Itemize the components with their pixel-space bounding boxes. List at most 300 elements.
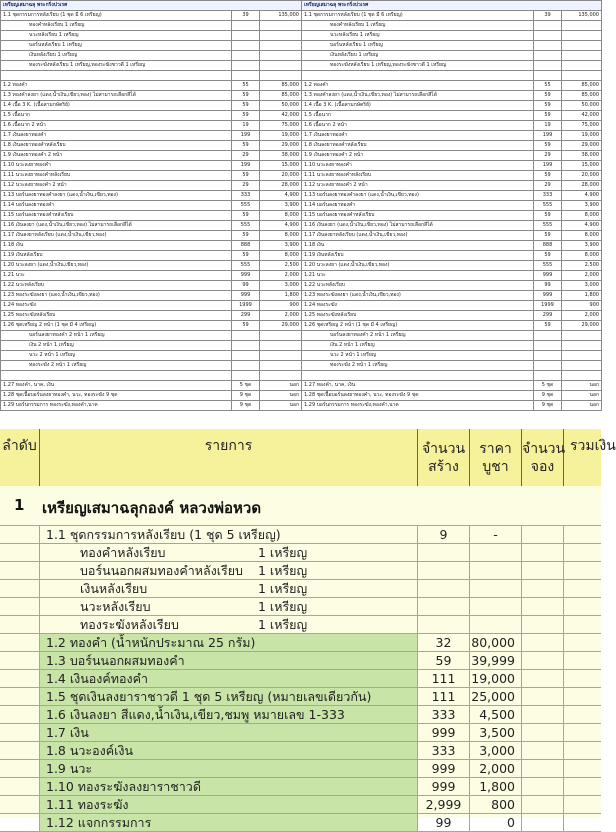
row-price: 4,900	[260, 221, 302, 231]
row-price: 900	[562, 301, 602, 311]
row-qty	[418, 598, 470, 616]
row-reserve-input[interactable]	[522, 652, 564, 670]
row-label	[40, 616, 418, 634]
table-row	[302, 281, 602, 291]
row-label: 1.21 นวะ	[302, 271, 534, 281]
list-item	[0, 670, 601, 688]
table-row	[1, 321, 302, 331]
table-row	[1, 351, 302, 361]
row-label: 1.23 ทองระฆังลงยา (แดง,น้ำเงิน,เขียว,ทอง)	[1, 291, 232, 301]
table-row	[1, 361, 302, 371]
row-price: นอก	[260, 401, 302, 411]
col-header-order: ลำดับ	[0, 429, 40, 486]
row-qty: 59	[232, 211, 260, 221]
row-label	[1, 71, 232, 81]
row-label: บอร์นหลังเรียบ 1 เหรียญ	[302, 41, 534, 51]
row-qty	[534, 351, 562, 361]
group-number: 1	[14, 496, 25, 514]
row-price: 75,000	[260, 121, 302, 131]
col-header-reserve	[522, 429, 564, 486]
row-qty: 555	[232, 221, 260, 231]
row-label: นวะ 2 หน้า 1 เหรียญ	[1, 351, 232, 361]
row-price: 3,000	[562, 281, 602, 291]
price-table-title: เหรียญเสมาฉลุ พระกริ่งปวเรศ	[1, 1, 302, 11]
row-total-cell	[564, 760, 601, 778]
row-price: 1,800	[260, 291, 302, 301]
col-header-created-line1: จำนวน	[421, 440, 466, 457]
row-label	[40, 706, 418, 724]
row-qty: 555	[232, 261, 260, 271]
row-qty: 888	[232, 241, 260, 251]
row-price	[562, 21, 602, 31]
row-qty	[232, 371, 260, 381]
row-label	[40, 670, 418, 688]
row-qty	[232, 61, 260, 71]
row-reserve-input[interactable]	[522, 724, 564, 742]
row-price: 28,000	[260, 181, 302, 191]
row-price: 20,000	[260, 171, 302, 181]
table-row	[302, 51, 602, 61]
table-row	[1, 331, 302, 341]
row-total-cell	[564, 652, 601, 670]
price-table-right	[301, 0, 602, 411]
table-row	[302, 361, 602, 371]
row-qty	[534, 41, 562, 51]
row-qty: 59	[534, 91, 562, 101]
row-reserve-input[interactable]	[522, 670, 564, 688]
row-qty: 29	[232, 181, 260, 191]
row-price: 0	[470, 814, 522, 832]
row-qty: 999	[534, 271, 562, 281]
row-order-cell	[0, 652, 40, 670]
row-label: 1.29 บอร์นกรรมการ ทองระฆัง,ทองคำ,นาค	[302, 401, 534, 411]
row-total-cell	[564, 598, 601, 616]
row-reserve-input[interactable]	[522, 706, 564, 724]
table-row	[1, 211, 302, 221]
row-price: นอก	[562, 401, 602, 411]
list-item	[0, 760, 601, 778]
row-label-text: 1.5 ชุดเงินลงยาราชาวดี 1 ชุด 5 เหรียญ (หมายเลขเดียวกัน)	[46, 689, 372, 704]
row-qty: 1999	[232, 301, 260, 311]
row-label: 1.18 เงิน	[302, 241, 534, 251]
row-qty: 59	[232, 171, 260, 181]
row-order-cell	[0, 634, 40, 652]
table-row	[302, 311, 602, 321]
row-qty: 59	[534, 231, 562, 241]
row-qty: 555	[534, 221, 562, 231]
row-label: 1.3 ทองคำลงยา (แดง,น้ำเงิน,เขียว,ทอง) ไม่สามารถเลือกสีได้	[302, 91, 534, 101]
row-qty: 59	[534, 111, 562, 121]
row-price	[470, 562, 522, 580]
table-row	[1, 51, 302, 61]
row-qty: 99	[534, 281, 562, 291]
row-label: 1.10 นวะลงยาทองคำ	[1, 161, 232, 171]
table-row	[1, 311, 302, 321]
row-label: นวะหลังเรียบ 1 เหรียญ	[302, 31, 534, 41]
row-price: 2,000	[260, 271, 302, 281]
row-qty: 99	[232, 281, 260, 291]
row-price	[562, 351, 602, 361]
row-price: 39,999	[470, 652, 522, 670]
row-reserve-input[interactable]	[522, 688, 564, 706]
row-qty: 1999	[534, 301, 562, 311]
row-label: 1.18 เงิน	[1, 241, 232, 251]
row-label: บอร์นหลังเรียบ 1 เหรียญ	[1, 41, 232, 51]
row-qty	[534, 51, 562, 61]
row-price	[260, 41, 302, 51]
group-title: เหรียญเสมาฉลุกองค์ หลวงพ่อหวด	[42, 499, 262, 517]
row-price: 2,000	[260, 311, 302, 321]
row-qty: 9 ชุด	[232, 401, 260, 411]
row-total-cell	[564, 688, 601, 706]
table-row	[1, 241, 302, 251]
list-item	[0, 634, 601, 652]
row-order-cell	[0, 688, 40, 706]
col-header-reserve-line1: จำนวน	[522, 440, 566, 457]
row-qty	[418, 580, 470, 598]
table-row	[302, 31, 602, 41]
table-row	[1, 271, 302, 281]
row-label: 1.14 บอร์นลงยาทองคำ	[302, 201, 534, 211]
row-reserve-input[interactable]	[522, 616, 564, 634]
table-row	[302, 211, 602, 221]
row-price: 85,000	[562, 81, 602, 91]
row-price: 3,900	[260, 241, 302, 251]
col-header-reserve-line2: จอง	[530, 458, 555, 475]
col-header-price-line1: ราคา	[479, 440, 512, 457]
row-label: 1.15 บอร์นลงยาทองคำหลังเรียบ	[302, 211, 534, 221]
row-price: นอก	[260, 391, 302, 401]
row-price: 80,000	[470, 634, 522, 652]
row-label-text: 1.4 เงินองค์ทองคำ	[46, 671, 148, 686]
row-reserve-input[interactable]	[522, 598, 564, 616]
row-label: 1.14 บอร์นลงยาทองคำ	[1, 201, 232, 211]
row-count-text: 1 เหรียญ	[258, 599, 308, 614]
table-row	[302, 151, 602, 161]
row-label	[40, 580, 418, 598]
row-reserve-input[interactable]	[522, 580, 564, 598]
row-reserve-input[interactable]	[522, 526, 564, 544]
row-qty: 999	[418, 778, 470, 796]
row-label: 1.28 ชุดเนื้อบอร์นลงยาทองคำ, นวะ, ทองระฆัง 9 ชุด	[302, 391, 534, 401]
table-row	[302, 61, 602, 71]
row-reserve-input[interactable]	[522, 742, 564, 760]
row-order-cell	[0, 616, 40, 634]
row-qty: 111	[418, 688, 470, 706]
table-row	[302, 371, 602, 381]
row-qty: 9 ชุด	[232, 391, 260, 401]
col-header-price	[470, 429, 522, 486]
row-qty: 29	[534, 181, 562, 191]
row-price	[260, 361, 302, 371]
row-price	[260, 31, 302, 41]
table-row	[1, 131, 302, 141]
row-label: 1.12 นวะลงยาทองคำ 2 หน้า	[1, 181, 232, 191]
row-price	[260, 71, 302, 81]
table-row	[302, 81, 602, 91]
row-price	[470, 598, 522, 616]
row-qty	[232, 41, 260, 51]
row-price: 1,800	[562, 291, 602, 301]
row-count-text: 1 เหรียญ	[258, 563, 308, 578]
row-total-cell	[564, 526, 601, 544]
row-label: 1.8 เงินลงยาทองคำหลังเรียบ	[302, 141, 534, 151]
row-label	[40, 562, 418, 580]
row-qty	[534, 361, 562, 371]
row-price: 19,000	[470, 670, 522, 688]
row-label	[302, 371, 534, 381]
row-qty	[534, 61, 562, 71]
row-label: 1.29 บอร์นกรรมการ ทองระฆัง,ทองคำ,นาค	[1, 401, 232, 411]
row-qty: 59	[232, 141, 260, 151]
row-price	[562, 51, 602, 61]
list-item	[0, 580, 601, 598]
table-row	[302, 381, 602, 391]
row-label-text: 1.12 แจกกรรมการ	[46, 815, 152, 830]
row-qty: 39	[534, 11, 562, 21]
price-table-left	[0, 0, 302, 411]
row-qty	[418, 616, 470, 634]
row-price	[562, 361, 602, 371]
row-price: 50,000	[562, 101, 602, 111]
table-row	[302, 401, 602, 411]
row-label: 1.22 นวะหลังเรียบ	[302, 281, 534, 291]
row-qty: 333	[418, 706, 470, 724]
table-row	[1, 81, 302, 91]
row-qty: 99	[418, 814, 470, 832]
row-price	[260, 371, 302, 381]
list-item	[0, 724, 601, 742]
table-row	[1, 171, 302, 181]
row-price: 4,900	[562, 221, 602, 231]
price-table-title: เหรียญเสมาฉลุ พระกริ่งปวเรศ	[302, 1, 602, 11]
row-price	[562, 341, 602, 351]
row-qty: 59	[534, 141, 562, 151]
row-qty	[232, 341, 260, 351]
row-price: 2,000	[562, 311, 602, 321]
table-row	[1, 161, 302, 171]
table-row	[1, 231, 302, 241]
table-row	[1, 201, 302, 211]
table-row	[1, 281, 302, 291]
row-qty: 299	[232, 311, 260, 321]
row-label: 1.25 ทองระฆังหลังเรียบ	[302, 311, 534, 321]
table-row	[302, 121, 602, 131]
row-label: 1.2 ทองคำ	[1, 81, 232, 91]
row-qty	[534, 21, 562, 31]
row-label	[40, 544, 418, 562]
row-price: 29,000	[562, 321, 602, 331]
row-label	[40, 652, 418, 670]
order-form-header	[0, 429, 616, 487]
row-price: 38,000	[562, 151, 602, 161]
row-order-cell	[0, 706, 40, 724]
row-price: 3,500	[470, 724, 522, 742]
row-price: 85,000	[562, 91, 602, 101]
table-row	[302, 71, 602, 81]
table-row	[1, 381, 302, 391]
table-row	[1, 111, 302, 121]
row-label: 1.20 นวะลงยา (แดง,น้ำเงิน,เขียว,ทอง)	[1, 261, 232, 271]
row-price: 1,800	[470, 778, 522, 796]
list-item	[0, 652, 601, 670]
row-qty: 999	[232, 271, 260, 281]
row-price: 900	[260, 301, 302, 311]
row-reserve-input[interactable]	[522, 634, 564, 652]
row-price: 28,000	[562, 181, 602, 191]
row-label: ทองคำหลังเรียบ 1 เหรียญ	[1, 21, 232, 31]
row-price: 4,500	[470, 706, 522, 724]
price-table-header	[302, 1, 602, 11]
row-label	[1, 371, 232, 381]
table-row	[1, 31, 302, 41]
row-label: 1.27 ทองคำ, นาค, เงิน	[1, 381, 232, 391]
row-price: 15,000	[260, 161, 302, 171]
row-reserve-input[interactable]	[522, 562, 564, 580]
row-label-text: นวะหลังเรียบ	[80, 599, 151, 614]
row-label: บอร์นลงยาทองคำ 2 หน้า 1 เหรียญ	[1, 331, 232, 341]
row-price	[260, 61, 302, 71]
row-order-cell	[0, 796, 40, 814]
row-qty: 29	[232, 151, 260, 161]
row-order-cell	[0, 778, 40, 796]
table-row	[1, 121, 302, 131]
row-reserve-input[interactable]	[522, 544, 564, 562]
row-price	[562, 41, 602, 51]
row-qty: 59	[534, 321, 562, 331]
row-total-cell	[564, 580, 601, 598]
row-label: 1.16 เงินลงยา (แดง,น้ำเงิน,เขียว,ทอง) ไม่สามารถเลือกสีได้	[1, 221, 232, 231]
row-qty: 39	[232, 11, 260, 21]
row-qty	[232, 361, 260, 371]
row-qty: 9	[418, 526, 470, 544]
row-reserve-input[interactable]	[522, 760, 564, 778]
row-price: นอก	[260, 381, 302, 391]
table-row	[302, 21, 602, 31]
list-item	[0, 526, 601, 544]
row-price: 800	[470, 796, 522, 814]
row-label: 1.25 ทองระฆังหลังเรียบ	[1, 311, 232, 321]
col-header-created	[418, 429, 470, 486]
row-qty: 299	[534, 311, 562, 321]
table-row	[302, 41, 602, 51]
row-qty: 55	[534, 81, 562, 91]
row-label: เงินหลังเรียบ 1 เหรียญ	[1, 51, 232, 61]
row-price	[260, 341, 302, 351]
row-qty: 333	[418, 742, 470, 760]
row-price	[562, 31, 602, 41]
row-qty: 9 ชุด	[534, 391, 562, 401]
row-label: 1.27 ทองคำ, นาค, เงิน	[302, 381, 534, 391]
row-qty	[534, 371, 562, 381]
row-reserve-input[interactable]	[522, 778, 564, 796]
row-order-cell	[0, 526, 40, 544]
row-qty: 199	[534, 131, 562, 141]
row-order-cell	[0, 724, 40, 742]
col-header-created-line2: สร้าง	[428, 458, 459, 475]
row-qty: 555	[534, 201, 562, 211]
row-qty	[232, 21, 260, 31]
row-total-cell	[564, 670, 601, 688]
row-price	[562, 371, 602, 381]
row-qty	[232, 351, 260, 361]
row-label	[40, 724, 418, 742]
row-qty: 2,999	[418, 796, 470, 814]
row-qty: 32	[418, 634, 470, 652]
row-label-text: บอร์นนอกผสมทองคำหลังเรียบ	[80, 563, 243, 578]
row-total-cell	[564, 742, 601, 760]
row-label-text: 1.7 เงิน	[46, 725, 89, 740]
table-row	[302, 91, 602, 101]
table-row	[302, 181, 602, 191]
row-qty: 59	[232, 251, 260, 261]
table-row	[302, 321, 602, 331]
row-label: 1.26 ชุดเหรียญ 2 หน้า (1 ชุด มี 4 เหรียญ)	[302, 321, 534, 331]
row-qty: 333	[534, 191, 562, 201]
row-label	[40, 796, 418, 814]
row-price: -	[470, 526, 522, 544]
row-qty: 29	[534, 151, 562, 161]
row-order-cell	[0, 580, 40, 598]
table-row	[1, 181, 302, 191]
row-price: 85,000	[260, 81, 302, 91]
row-qty: 59	[232, 101, 260, 111]
row-qty: 59	[534, 101, 562, 111]
row-count-text: 1 เหรียญ	[258, 581, 308, 596]
list-item	[0, 688, 601, 706]
row-label-text: 1.8 นวะองค์เงิน	[46, 743, 134, 758]
row-qty: 199	[232, 161, 260, 171]
row-order-cell	[0, 544, 40, 562]
row-label: เงินหลังเรียบ 1 เหรียญ	[302, 51, 534, 61]
table-row	[302, 331, 602, 341]
table-row	[1, 401, 302, 411]
row-reserve-input[interactable]	[522, 796, 564, 814]
row-qty: 59	[534, 171, 562, 181]
list-item	[0, 796, 601, 814]
table-row	[1, 191, 302, 201]
row-qty: 59	[534, 251, 562, 261]
list-item	[0, 742, 601, 760]
row-order-cell	[0, 562, 40, 580]
table-row	[1, 221, 302, 231]
row-label: ทองระฆังหลังเรียบ 1 เหรียญ,ทองระฆังชาวดี 1 เหรียญ	[1, 61, 232, 71]
row-count-text: 1 เหรียญ	[258, 545, 308, 560]
row-total-cell	[564, 706, 601, 724]
col-header-total: รวมเงิน	[570, 438, 616, 454]
row-label: 1.19 เงินหลังเรียบ	[1, 251, 232, 261]
row-qty: 59	[534, 211, 562, 221]
row-label: 1.17 เงินลงยาหลังเรียบ (แดง,น้ำเงิน,เขียว,ทอง)	[302, 231, 534, 241]
row-label: 1.10 นวะลงยาทองคำ	[302, 161, 534, 171]
row-label: 1.1 ชุดกรรมการหลังเรียบ (1 ชุด มี 6 เหรียญ)	[302, 11, 534, 21]
row-total-cell	[564, 544, 601, 562]
table-row	[1, 291, 302, 301]
row-price: 2,000	[562, 271, 602, 281]
table-row	[302, 191, 602, 201]
row-order-cell	[0, 814, 40, 832]
row-label: 1.4 เนื้อ 3 K. (เนื้อสามกษัตริย์)	[302, 101, 534, 111]
row-price: นอก	[562, 381, 602, 391]
row-reserve-input[interactable]	[522, 814, 564, 832]
row-price: 19,000	[260, 131, 302, 141]
row-qty: 59	[418, 652, 470, 670]
row-price: 25,000	[470, 688, 522, 706]
row-qty	[232, 331, 260, 341]
row-label-text: 1.6 เงินลงยา สีแดง,น้ำเงิน,เขียว,ชมพู หมายเลข 1-333	[46, 707, 345, 722]
row-label: ทองคำหลังเรียบ 1 เหรียญ	[302, 21, 534, 31]
row-label: ทองระฆังหลังเรียบ 1 เหรียญ,ทองระฆังชาวดี 1 เหรียญ	[302, 61, 534, 71]
